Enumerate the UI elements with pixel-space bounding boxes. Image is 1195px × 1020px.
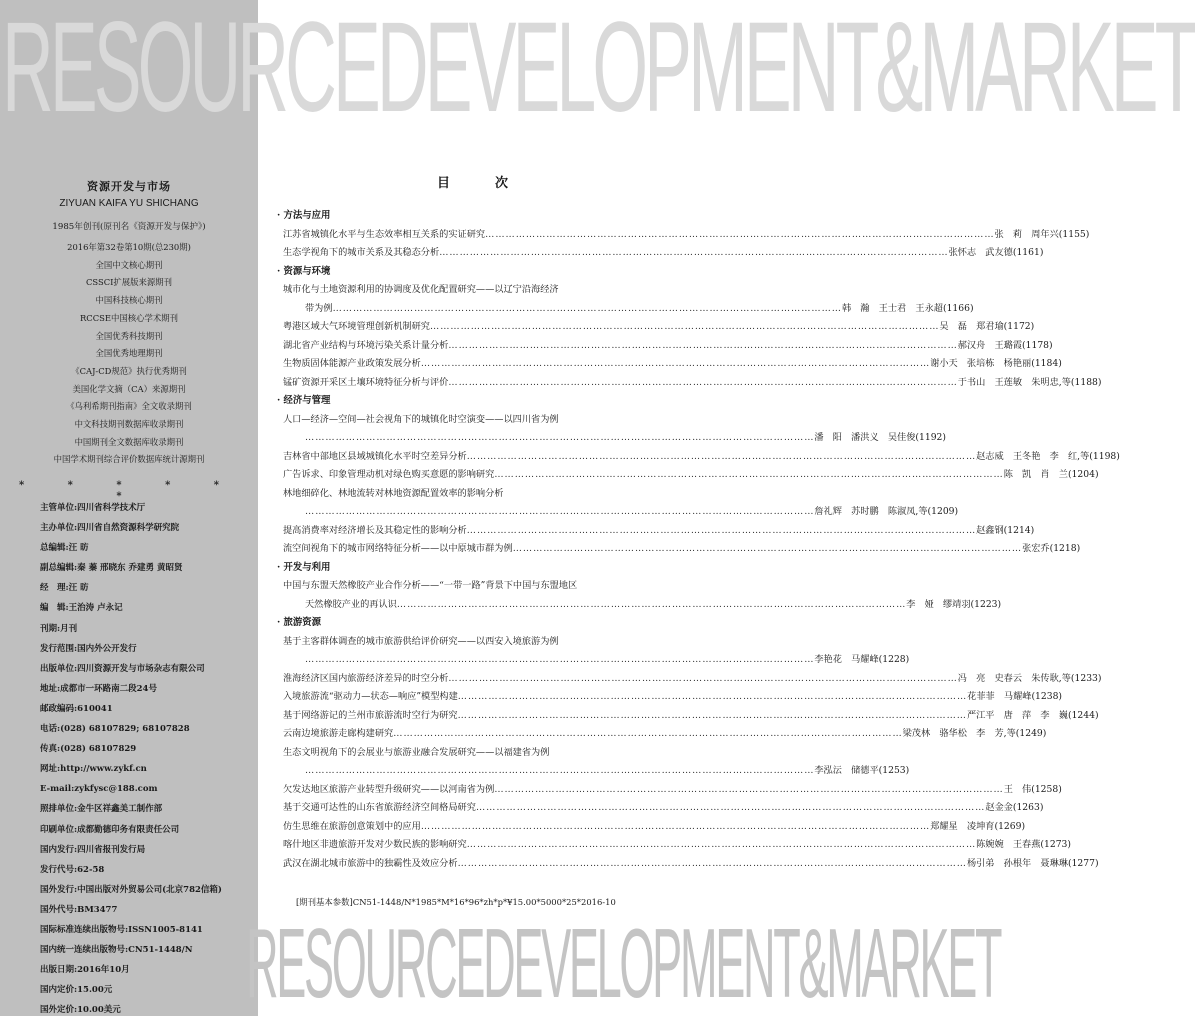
banner-title-bottom: RESOURCEDEVELOPMENT&MARKET bbox=[246, 908, 1001, 1018]
info-line: 编 辑:王治涛 卢永记 bbox=[40, 603, 123, 614]
toc-entry-title: 锰矿资源开采区土壤环境特征分析与评价 bbox=[283, 376, 449, 388]
info-line: 国内发行:四川省报刊发行局 bbox=[40, 844, 146, 855]
toc-entry-title: 生态学视角下的城市关系及其稳态分析 bbox=[283, 247, 440, 258]
toc-entry-title: 入境旅游流“驱动力—状态—响应”模型构建 bbox=[283, 691, 458, 702]
journal-pinyin: ZIYUAN KAIFA YU SHICHANG bbox=[59, 198, 199, 209]
info-line: 刊期:月刊 bbox=[40, 623, 78, 634]
toc-title: 目 次 bbox=[437, 176, 525, 191]
leader-dots bbox=[458, 855, 967, 874]
toc-entry-authors: 郑耀星 凌坤育(1269) bbox=[930, 820, 1026, 832]
toc-entry-title: 江苏省城镇化水平与生态效率相互关系的实证研究 bbox=[283, 228, 486, 240]
toc-entry-authors: 严江平 唐 萍 李 巍(1244) bbox=[966, 709, 1099, 721]
toc-entry[interactable] bbox=[283, 355, 1062, 374]
toc-entry-title: 仿生思维在旅游创意策划中的应用 bbox=[283, 820, 421, 832]
leader-dots bbox=[393, 725, 902, 744]
leader-dots bbox=[448, 337, 957, 356]
toc-section-heading: · 资源与环境 bbox=[277, 265, 331, 277]
leader-dots bbox=[305, 651, 814, 670]
toc-entry[interactable] bbox=[283, 707, 1099, 726]
toc-entry-authors: 梁茂林 骆华松 李 芳,等(1249) bbox=[902, 728, 1047, 739]
toc-entry[interactable] bbox=[283, 318, 1035, 337]
toc-entry-title[interactable]: 基于主客群体调查的城市旅游供给评价研究——以西安入境旅游为例 bbox=[283, 635, 559, 647]
toc-section-heading: · 开发与利用 bbox=[277, 561, 331, 573]
toc-entry-title: 流空间视角下的城市网络特征分析——以中原城市群为例 bbox=[283, 543, 513, 554]
toc-entry-authors: 郝汉舟 王璐霞(1178) bbox=[957, 339, 1053, 351]
toc-entry-authors: 韩 瀚 王士君 王永超(1166) bbox=[841, 302, 974, 314]
info-line: 地址:成都市一环路南二段24号 bbox=[40, 683, 157, 694]
toc-entry-authors: 吴 磊 郑君瑜(1172) bbox=[939, 321, 1035, 332]
leader-dots bbox=[476, 799, 985, 818]
toc-entry[interactable] bbox=[283, 300, 974, 319]
toc-entry-title-cont: 带为例 bbox=[305, 302, 333, 314]
toc-entry-title: 喀什地区非遗旅游开发对少数民族的影响研究 bbox=[283, 839, 467, 850]
leader-dots bbox=[458, 707, 967, 726]
leader-dots bbox=[333, 300, 842, 319]
bottom-banner bbox=[246, 908, 1001, 1018]
toc-entry-authors: 赵金金(1263) bbox=[985, 802, 1044, 813]
toc-entry[interactable] bbox=[283, 503, 959, 522]
toc-entry-authors: 赵志威 王冬艳 李 红,等(1198) bbox=[976, 450, 1120, 462]
journal-issue: 2016年第32卷第10期(总230期) bbox=[67, 242, 191, 252]
leader-dots bbox=[467, 448, 976, 467]
indexing-item: 中文科技期刊数据库收录期刊 bbox=[74, 419, 184, 430]
toc-entry-authors: 张怀志 武友德(1161) bbox=[948, 247, 1044, 258]
toc-entry[interactable] bbox=[283, 688, 1063, 707]
toc-entry-title: 提高消费率对经济增长及其稳定性的影响分析 bbox=[283, 524, 467, 536]
toc-entry-title: 广告诉求、印象管理动机对绿色购买意愿的影响研究 bbox=[283, 469, 495, 480]
indexing-item: 中国学术期刊综合评价数据库统计源期刊 bbox=[53, 454, 205, 465]
leader-dots bbox=[305, 503, 814, 522]
indexing-list bbox=[0, 239, 258, 469]
toc-entry[interactable] bbox=[283, 596, 1002, 615]
leader-dots bbox=[458, 688, 967, 707]
info-line: E-mail:zykfysc@188.com bbox=[40, 784, 158, 795]
toc-entry-authors: 谢小天 张培栋 杨艳丽(1184) bbox=[930, 358, 1062, 369]
toc-entry-title[interactable]: 中国与东盟天然橡胶产业合作分析——“一带一路”背景下中国与东盟地区 bbox=[283, 580, 578, 591]
info-line: 电话:(028) 68107829; 68107828 bbox=[40, 724, 190, 735]
toc-entry[interactable] bbox=[283, 651, 910, 670]
indexing-item: 《CAJ-CD规范》执行优秀期刊 bbox=[71, 365, 187, 376]
toc-entry-authors: 詹礼辉 苏时鹏 陈淑凤,等(1209) bbox=[814, 506, 959, 517]
toc-section-heading: · 经济与管理 bbox=[277, 395, 331, 406]
toc-entry-authors: 李泓沄 储德平(1253) bbox=[814, 765, 910, 776]
journal-name: 资源开发与市场 bbox=[87, 180, 171, 193]
leader-dots bbox=[421, 355, 930, 374]
indexing-item: RCCSE中国核心学术期刊 bbox=[80, 312, 178, 323]
info-line: 发行范围:国内外公开发行 bbox=[40, 643, 137, 654]
toc-entry-title[interactable]: 人口—经济—空间—社会视角下的城镇化时空演变——以四川省为例 bbox=[283, 413, 559, 425]
separator-stars: * * * * * * bbox=[18, 480, 240, 502]
toc-entry-authors: 杨引弟 孙根年 聂琳琳(1277) bbox=[966, 857, 1099, 869]
toc-entry-title: 基于交通可达性的山东省旅游经济空间格局研究 bbox=[283, 802, 476, 813]
toc-entry-authors: 陈婉婉 王春燕(1273) bbox=[976, 839, 1071, 850]
info-line: 国外定价:10.00美元 bbox=[40, 1005, 121, 1016]
info-line: 国内定价:15.00元 bbox=[40, 985, 113, 996]
toc-entry-title: 吉林省中部地区县域城镇化水平时空差异分析 bbox=[283, 450, 467, 462]
leader-dots bbox=[485, 226, 994, 245]
info-line: 主办单位:四川省自然资源科学研究院 bbox=[40, 523, 180, 534]
toc-entry-title: 湖北省产业结构与环境污染关系计量分析 bbox=[283, 339, 449, 351]
toc-entry[interactable] bbox=[283, 337, 1053, 356]
info-line: 发行代号:62-58 bbox=[40, 864, 105, 875]
toc-section-heading: · 方法与应用 bbox=[277, 210, 331, 221]
toc-entry[interactable] bbox=[283, 466, 1099, 485]
info-line: 国外代号:BM3477 bbox=[40, 904, 118, 915]
leader-dots bbox=[305, 762, 814, 781]
info-line: 总编辑:汪 昉 bbox=[40, 543, 89, 554]
info-line: 国外发行:中国出版对外贸易公司(北京782信箱) bbox=[40, 884, 222, 895]
leader-dots bbox=[421, 818, 930, 837]
indexing-item: 中国科技核心期刊 bbox=[95, 295, 163, 306]
indexing-item: 全国优秀科技期刊 bbox=[95, 330, 163, 341]
toc-entry-authors: 花菲菲 马耀峰(1238) bbox=[967, 691, 1063, 702]
toc-entry[interactable] bbox=[283, 725, 1047, 744]
info-line: 印刷单位:成都勤德印务有限责任公司 bbox=[40, 824, 180, 835]
toc-entry-title: 淮海经济区国内旅游经济差异的时空分析 bbox=[283, 672, 449, 684]
toc-entry-title: 欠发达地区旅游产业转型升级研究——以河南省为例 bbox=[283, 783, 495, 795]
indexing-item: CSSCI扩展版来源期刊 bbox=[85, 277, 173, 288]
toc-entry-title: 云南边境旅游走廊构建研究 bbox=[283, 728, 394, 739]
toc-entry-title: 武汉在湖北城市旅游中的独霸性及效应分析 bbox=[283, 857, 458, 869]
top-banner bbox=[0, 0, 1195, 140]
toc-entry-title-cont: 天然橡胶产业的再认识 bbox=[305, 598, 397, 610]
leader-dots bbox=[513, 540, 1022, 559]
indexing-item: 中国期刊全文数据库收录期刊 bbox=[74, 436, 184, 447]
pub-params: [期刊基本参数]CN51-1448/N*1985*M*16*96*zh*p*¥15.00*5000*25*2016-10 bbox=[296, 897, 616, 907]
publication-info bbox=[40, 498, 256, 1020]
leader-dots bbox=[494, 466, 1003, 485]
info-line: 主管单位:四川省科学技术厅 bbox=[40, 503, 146, 513]
toc-entry[interactable] bbox=[283, 799, 1044, 818]
leader-dots bbox=[448, 670, 957, 689]
toc-entry-authors: 张宏乔(1218) bbox=[1022, 543, 1081, 554]
leader-dots bbox=[397, 596, 906, 615]
indexing-item: 美国化学文摘（CA）来源期刊 bbox=[72, 383, 186, 394]
toc-entry-title[interactable]: 城市化与土地资源利用的协调度及优化配置研究——以辽宁沿海经济 bbox=[283, 284, 559, 295]
info-line: 照排单位:金牛区祥鑫美工制作部 bbox=[40, 804, 163, 815]
indexing-item: 全国中文核心期刊 bbox=[95, 259, 163, 270]
indexing-item: 全国优秀地理期刊 bbox=[95, 348, 163, 359]
toc-entry-title[interactable]: 林地细碎化、林地流转对林地资源配置效率的影响分析 bbox=[283, 487, 504, 499]
toc-section-heading: · 旅游资源 bbox=[277, 617, 322, 628]
info-line: 副总编辑:秦 蓁 邢晓东 乔建勇 黄昭贤 bbox=[40, 563, 183, 574]
journal-header bbox=[0, 180, 258, 469]
leader-dots bbox=[439, 244, 948, 263]
leader-dots bbox=[467, 522, 976, 541]
leader-dots bbox=[430, 318, 939, 337]
toc-entry[interactable] bbox=[283, 226, 1090, 245]
toc-entry-title: 粤港区域大气环境管理创新机制研究 bbox=[283, 321, 430, 332]
toc-entry-authors: 张 莉 周年兴(1155) bbox=[994, 228, 1090, 240]
info-line: 出版单位:四川资源开发与市场杂志有限公司 bbox=[40, 663, 205, 674]
table-of-contents bbox=[277, 207, 1120, 873]
toc-entry-authors: 潘 阳 潘洪义 吴佳俊(1192) bbox=[814, 432, 946, 443]
toc-entry-title: 基于网络游记的兰州市旅游流时空行为研究 bbox=[283, 709, 458, 721]
toc-entry-title[interactable]: 生态文明视角下的会展业与旅游业融合发展研究——以福建省为例 bbox=[283, 746, 550, 758]
toc-entry-title: 生物质固体能源产业政策发展分析 bbox=[283, 358, 421, 369]
toc-entry[interactable] bbox=[283, 429, 946, 448]
toc-entry[interactable] bbox=[283, 244, 1044, 263]
info-line: 国际标准连续出版物号:ISSN1005-8141 bbox=[40, 924, 203, 935]
toc-entry[interactable] bbox=[283, 374, 1102, 393]
toc-entry[interactable] bbox=[283, 670, 1102, 689]
leader-dots bbox=[305, 429, 814, 448]
info-line: 邮政编码:610041 bbox=[40, 703, 113, 714]
toc-entry-authors: 冯 亮 史春云 朱传耿,等(1233) bbox=[957, 672, 1102, 684]
info-line: 国内统一连续出版物号:CN51-1448/N bbox=[40, 945, 193, 956]
toc-entry[interactable] bbox=[283, 522, 1035, 541]
info-line: 网址:http://www.zykf.cn bbox=[40, 764, 147, 775]
info-line: 经 理:汪 昉 bbox=[40, 583, 89, 594]
leader-dots bbox=[448, 374, 957, 393]
toc-entry[interactable] bbox=[283, 836, 1071, 855]
leader-dots bbox=[494, 781, 1003, 800]
leader-dots bbox=[467, 836, 976, 855]
toc-entry-authors: 李 娅 缪靖羽(1223) bbox=[906, 598, 1002, 610]
toc-entry[interactable] bbox=[283, 540, 1081, 559]
toc-entry-authors: 王 伟(1258) bbox=[1003, 783, 1062, 795]
toc-entry[interactable] bbox=[283, 448, 1120, 467]
toc-entry[interactable] bbox=[283, 762, 910, 781]
toc-entry-authors: 李艳花 马耀峰(1228) bbox=[814, 654, 910, 665]
banner-title: RESOURCEDEVELOPMENT&MARKET bbox=[2, 0, 1195, 139]
toc-entry[interactable] bbox=[283, 818, 1026, 837]
info-line: 出版日期:2016年10月 bbox=[40, 965, 130, 976]
indexing-item: 《乌利希期刊指南》全文收录期刊 bbox=[66, 401, 192, 412]
toc-entry[interactable] bbox=[283, 781, 1062, 800]
toc-entry-authors: 陈 凯 肖 兰(1204) bbox=[1003, 469, 1099, 480]
info-line: 传真:(028) 68107829 bbox=[40, 744, 137, 755]
toc-entry-authors: 于书山 王莲敏 朱明忠,等(1188) bbox=[957, 376, 1102, 388]
toc-entry[interactable] bbox=[283, 855, 1099, 874]
journal-founded: 1985年创刊(原刊名《资源开发与保护》) bbox=[52, 222, 206, 232]
toc-entry-authors: 赵鑫钢(1214) bbox=[976, 524, 1035, 536]
